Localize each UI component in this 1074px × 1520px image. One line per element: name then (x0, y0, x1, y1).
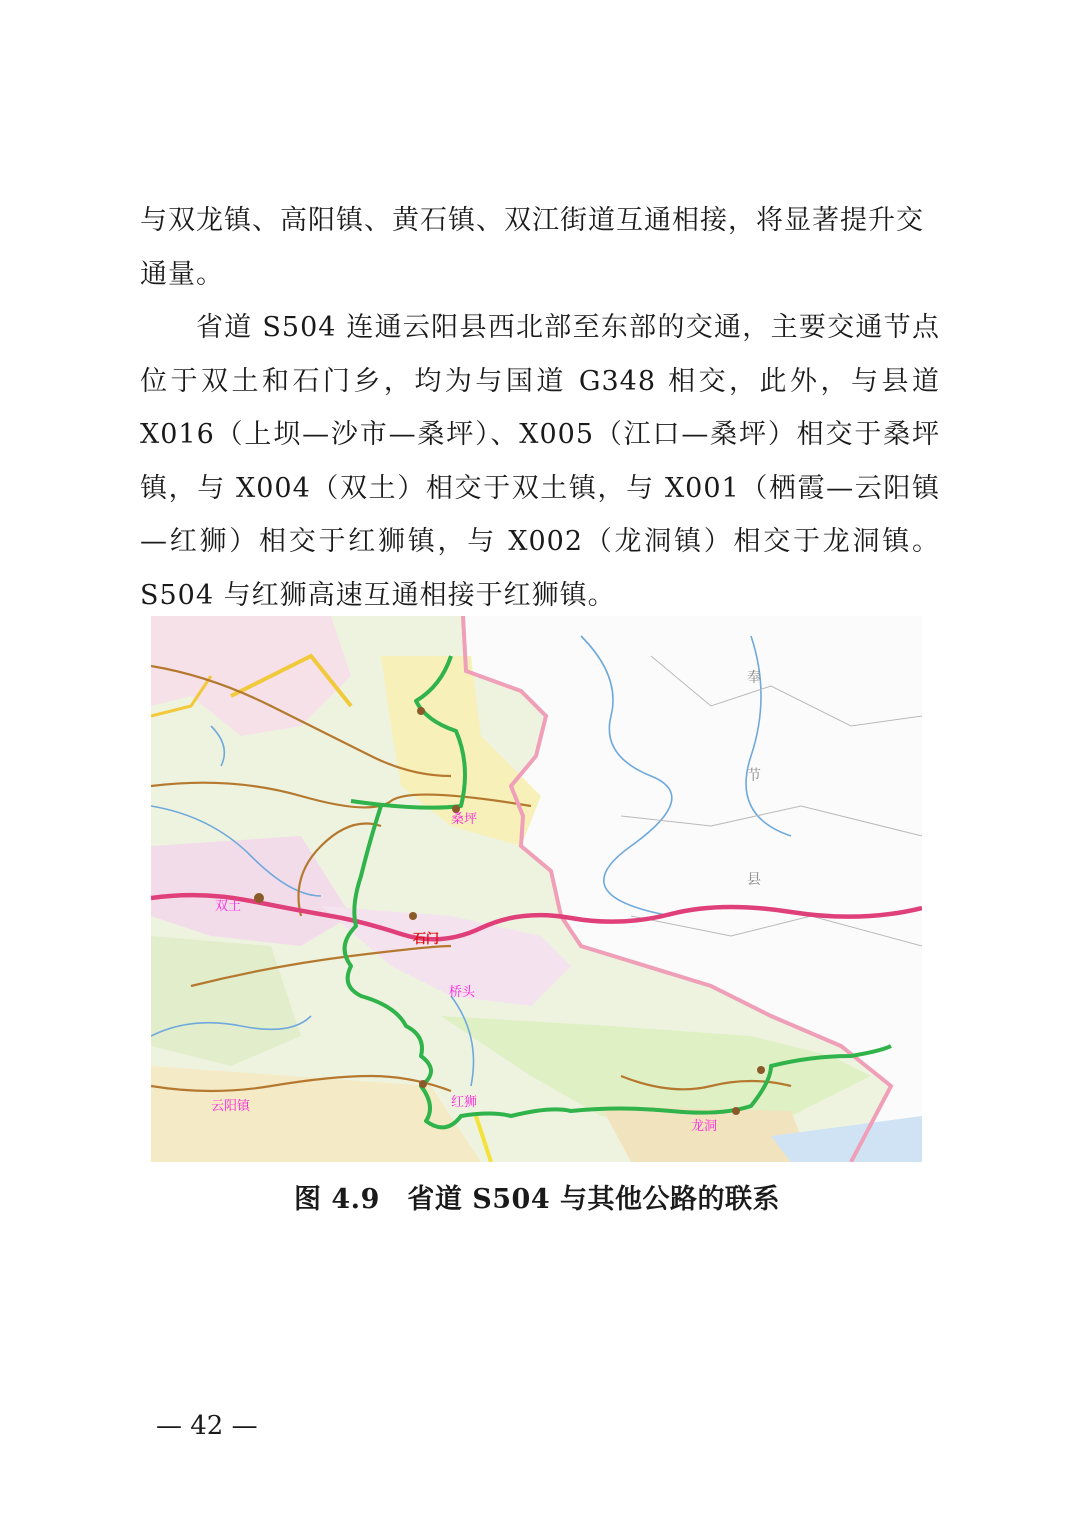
road-map-figure (151, 616, 922, 1162)
label-shimen: 石门 (413, 932, 440, 947)
paragraph-1: 与双龙镇、高阳镇、黄石镇、双江街道互通相接，将显著提升交通量。 (140, 205, 924, 290)
label-longdong: 龙洞 (691, 1119, 718, 1134)
page-number: — 42 — (156, 1411, 258, 1441)
label-sangping: 桑坪 (451, 812, 478, 827)
figure-caption: 图 4.9 省道 S504 与其他公路的联系 (293, 1184, 781, 1215)
label-qiaotou: 桥头 (449, 985, 476, 1000)
county-char-2: 节 (747, 768, 761, 784)
label-yunyang: 云阳镇 (211, 1099, 251, 1114)
label-hongshi: 红狮 (451, 1095, 478, 1110)
county-char-1: 奉 (747, 670, 761, 686)
label-shuangtu: 双土 (215, 899, 242, 914)
county-char-3: 县 (747, 872, 761, 888)
paragraph-2: 省道 S504 连通云阳县西北部至东部的交通，主要交通节点位于双土和石门乡，均为与国道 G348 相交，此外，与县道 X016（上坝—沙市—桑坪）、X005（江口—桑坪）相交于桑坪镇，与 X004（双土）相交于双土镇，与 X001（栖霞—云阳镇—红狮）相交于红狮镇，与 X002（龙洞镇）相交于龙洞镇。S504 与红狮高速互通相接于红狮镇。 (140, 312, 940, 611)
